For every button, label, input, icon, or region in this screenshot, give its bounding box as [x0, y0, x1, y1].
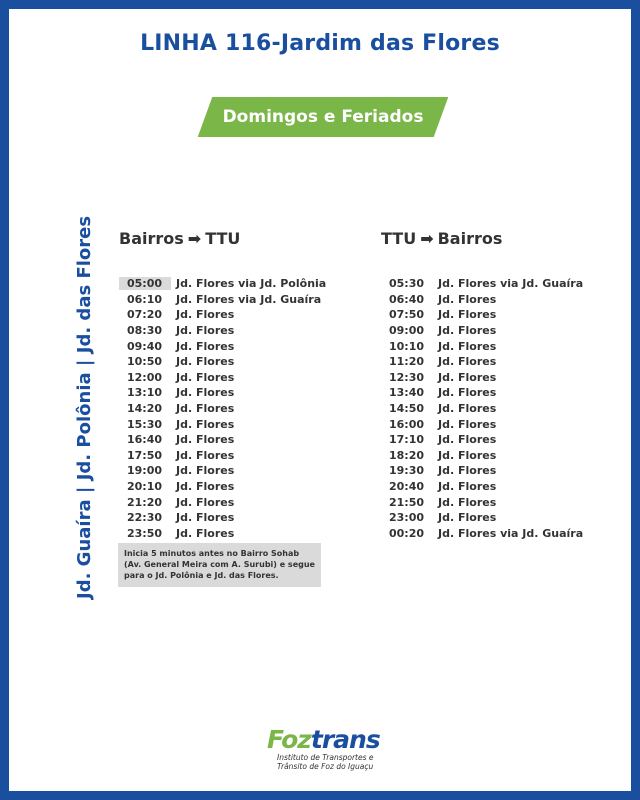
schedule-list — [119, 276, 326, 541]
arrow-right-icon: ➡ — [187, 229, 202, 248]
departure-time: 09:00 — [389, 324, 425, 338]
column-header-to: TTU — [205, 229, 241, 248]
schedule-row — [381, 307, 583, 323]
schedule-row — [381, 416, 583, 432]
column-header-from: TTU — [381, 229, 417, 248]
schedule-row — [119, 276, 326, 292]
departure-time: 07:20 — [127, 308, 163, 322]
column-header — [381, 229, 583, 255]
destination: Jd. Flores — [176, 339, 235, 353]
schedule-row — [119, 416, 326, 432]
departure-time: 06:40 — [389, 292, 425, 306]
schedule-row — [381, 510, 583, 526]
schedule-row — [381, 448, 583, 464]
destination: Jd. Flores — [438, 495, 497, 509]
departure-time: 21:50 — [389, 495, 425, 509]
departure-time: 16:00 — [389, 417, 425, 431]
schedule-row — [119, 448, 326, 464]
schedule-row — [381, 494, 583, 510]
schedule-list — [381, 276, 583, 541]
schedule-row — [119, 338, 326, 354]
departure-time: 11:20 — [389, 355, 425, 369]
destination: Jd. Flores — [176, 526, 235, 540]
destination: Jd. Flores — [438, 339, 497, 353]
schedule-row — [119, 494, 326, 510]
departure-time: 23:00 — [389, 511, 425, 525]
destination: Jd. Flores — [176, 386, 235, 400]
departure-time: 17:50 — [127, 448, 163, 462]
destination: Jd. Flores via Jd. Guaíra — [438, 277, 584, 291]
destination: Jd. Flores — [438, 402, 497, 416]
schedule-row — [119, 370, 326, 386]
column-bairros-to-ttu — [119, 229, 326, 541]
departure-time: 18:20 — [389, 448, 425, 462]
departure-time: 20:10 — [127, 480, 163, 494]
destination: Jd. Flores — [438, 417, 497, 431]
departure-time: 15:30 — [127, 417, 163, 431]
schedule-row — [381, 354, 583, 370]
departure-time: 07:50 — [389, 308, 425, 322]
destination: Jd. Flores — [176, 464, 235, 478]
departure-time: 19:30 — [389, 464, 425, 478]
schedule-row — [381, 385, 583, 401]
schedule-row — [381, 338, 583, 354]
destination: Jd. Flores — [176, 480, 235, 494]
departure-time: 05:00 — [119, 277, 171, 290]
destination: Jd. Flores — [176, 511, 235, 525]
destination: Jd. Flores — [438, 448, 497, 462]
departure-time: 10:50 — [127, 355, 163, 369]
departure-time: 06:10 — [127, 292, 163, 306]
schedule-row — [119, 323, 326, 339]
destination: Jd. Flores via Jd. Guaíra — [438, 526, 584, 540]
schedule-row — [119, 479, 326, 495]
schedule-card — [9, 9, 631, 791]
schedule-row — [381, 276, 583, 292]
destination: Jd. Flores — [176, 355, 235, 369]
arrow-right-icon: ➡ — [420, 229, 434, 248]
foztrans-logo — [267, 727, 407, 771]
departure-time: 20:40 — [389, 480, 425, 494]
schedule-row — [119, 354, 326, 370]
departure-time: 10:10 — [389, 339, 425, 353]
logo-word-foz: Foz — [267, 725, 311, 754]
schedule-row — [381, 479, 583, 495]
departure-time: 14:50 — [389, 402, 425, 416]
destination: Jd. Flores via Jd. Guaíra — [176, 292, 322, 306]
destination: Jd. Flores — [438, 433, 497, 447]
destination: Jd. Flores — [438, 355, 497, 369]
column-ttu-to-bairros — [381, 229, 583, 541]
schedule-row — [119, 385, 326, 401]
destination: Jd. Flores — [176, 417, 235, 431]
route-note: Inicia 5 minutos antes no Bairro Sohab (Av. General Meira com A. Surubi) e segue para o Jd. Polônia e Jd. das Flores. — [118, 543, 321, 587]
departure-time: 00:20 — [389, 526, 425, 540]
column-header-to: Bairros — [437, 229, 503, 248]
departure-time: 16:40 — [127, 433, 163, 447]
schedule-row — [119, 307, 326, 323]
schedule-row — [381, 463, 583, 479]
destination: Jd. Flores — [176, 324, 235, 338]
departure-time: 12:30 — [389, 370, 425, 384]
badge-label: Domingos e Feriados — [222, 107, 424, 127]
departure-time: 13:10 — [127, 386, 163, 400]
departure-time: 17:10 — [389, 433, 425, 447]
departure-time: 21:20 — [127, 495, 163, 509]
destination: Jd. Flores — [176, 495, 235, 509]
destination: Jd. Flores — [176, 448, 235, 462]
destination: Jd. Flores — [438, 292, 497, 306]
schedule-row — [119, 510, 326, 526]
logo-word-trans: trans — [310, 725, 380, 754]
schedule-row — [119, 526, 326, 542]
departure-time: 08:30 — [127, 324, 163, 338]
destination: Jd. Flores — [176, 308, 235, 322]
route-neighborhoods-label: Jd. Guaíra | Jd. Polônia | Jd. das Flores — [74, 215, 95, 599]
departure-time: 12:00 — [127, 370, 163, 384]
column-header — [119, 229, 326, 255]
logo-subtitle-line1: Instituto de Transportes e — [277, 753, 374, 762]
logo-subtitle-line2: Trânsito de Foz do Iguaçu — [277, 762, 374, 771]
departure-time: 19:00 — [127, 464, 163, 478]
schedule-row — [381, 432, 583, 448]
departure-time: 14:20 — [127, 402, 163, 416]
destination: Jd. Flores — [176, 433, 235, 447]
destination: Jd. Flores — [438, 464, 497, 478]
destination: Jd. Flores via Jd. Polônia — [176, 277, 327, 291]
departure-time: 13:40 — [389, 386, 425, 400]
schedule-row — [381, 323, 583, 339]
destination: Jd. Flores — [438, 370, 497, 384]
departure-time: 09:40 — [127, 339, 163, 353]
column-header-from: Bairros — [119, 229, 184, 248]
destination: Jd. Flores — [176, 370, 235, 384]
departure-time: 22:30 — [127, 511, 163, 525]
destination: Jd. Flores — [438, 324, 497, 338]
logo-wordmark — [267, 727, 407, 753]
destination: Jd. Flores — [176, 402, 235, 416]
schedule-row — [119, 292, 326, 308]
schedule-row — [381, 292, 583, 308]
departure-time: 05:30 — [389, 277, 425, 291]
page-title: LINHA 116-Jardim das Flores — [140, 31, 500, 56]
schedule-row — [381, 526, 583, 542]
schedule-row — [119, 432, 326, 448]
schedule-row — [381, 401, 583, 417]
schedule-row — [119, 401, 326, 417]
destination: Jd. Flores — [438, 386, 497, 400]
destination: Jd. Flores — [438, 308, 497, 322]
day-type-badge — [205, 97, 441, 137]
destination: Jd. Flores — [438, 511, 497, 525]
departure-time: 23:50 — [127, 526, 163, 540]
destination: Jd. Flores — [438, 480, 497, 494]
schedule-row — [119, 463, 326, 479]
schedule-row — [381, 370, 583, 386]
